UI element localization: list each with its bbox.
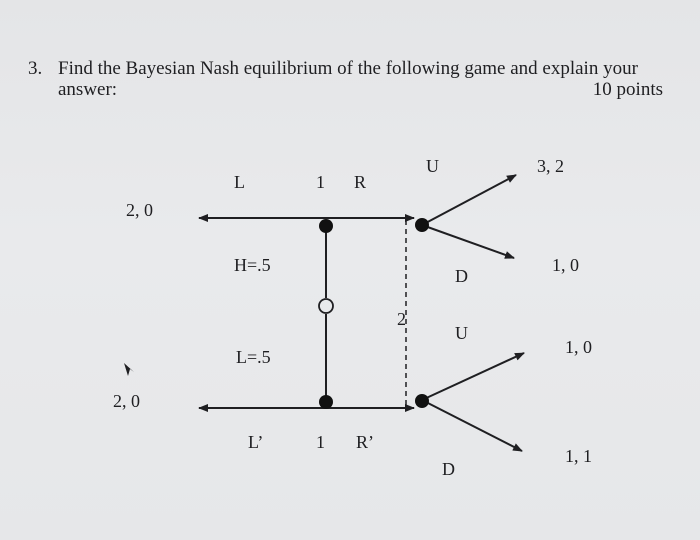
bottom-down-label: D	[442, 459, 455, 479]
nature-node	[319, 299, 333, 313]
player2-infoset-label: 2	[397, 309, 406, 329]
bottom-down-branch	[422, 400, 522, 451]
bottom-up-label: U	[455, 323, 468, 343]
bottom-left-action-label: L’	[248, 432, 264, 452]
top-right-action-label: R	[354, 172, 367, 192]
question-number: 3.	[28, 58, 43, 79]
bottom-type-label: L=.5	[236, 347, 271, 367]
top-player1-node	[319, 219, 333, 233]
bottom-right-action-label: R’	[356, 432, 374, 452]
bottom-player2-node	[415, 394, 429, 408]
top-left-action-label: L	[234, 172, 245, 192]
top-down-label: D	[455, 266, 468, 286]
top-down-branch	[422, 225, 514, 258]
bottom-left-payoff: 2, 0	[113, 391, 140, 411]
question-text-line1: Find the Bayesian Nash equilibrium of the following game and explain your	[58, 58, 638, 79]
top-player2-node	[415, 218, 429, 232]
question-text-line2: answer:	[58, 79, 118, 100]
bottom-up-branch	[422, 353, 524, 400]
bottom-player1-node	[319, 395, 333, 409]
bottom-up-payoff: 1, 0	[565, 337, 592, 357]
stray-arrow-mark	[124, 363, 134, 376]
bottom-player1-label: 1	[316, 432, 325, 452]
top-up-payoff: 3, 2	[537, 156, 564, 176]
top-up-branch	[422, 175, 516, 225]
top-down-payoff: 1, 0	[552, 255, 579, 275]
bottom-down-payoff: 1, 1	[565, 446, 592, 466]
question-points: 10 points	[592, 79, 663, 100]
top-player1-label: 1	[316, 172, 325, 192]
top-left-payoff: 2, 0	[126, 200, 153, 220]
top-type-label: H=.5	[234, 255, 271, 275]
top-up-label: U	[426, 156, 439, 176]
